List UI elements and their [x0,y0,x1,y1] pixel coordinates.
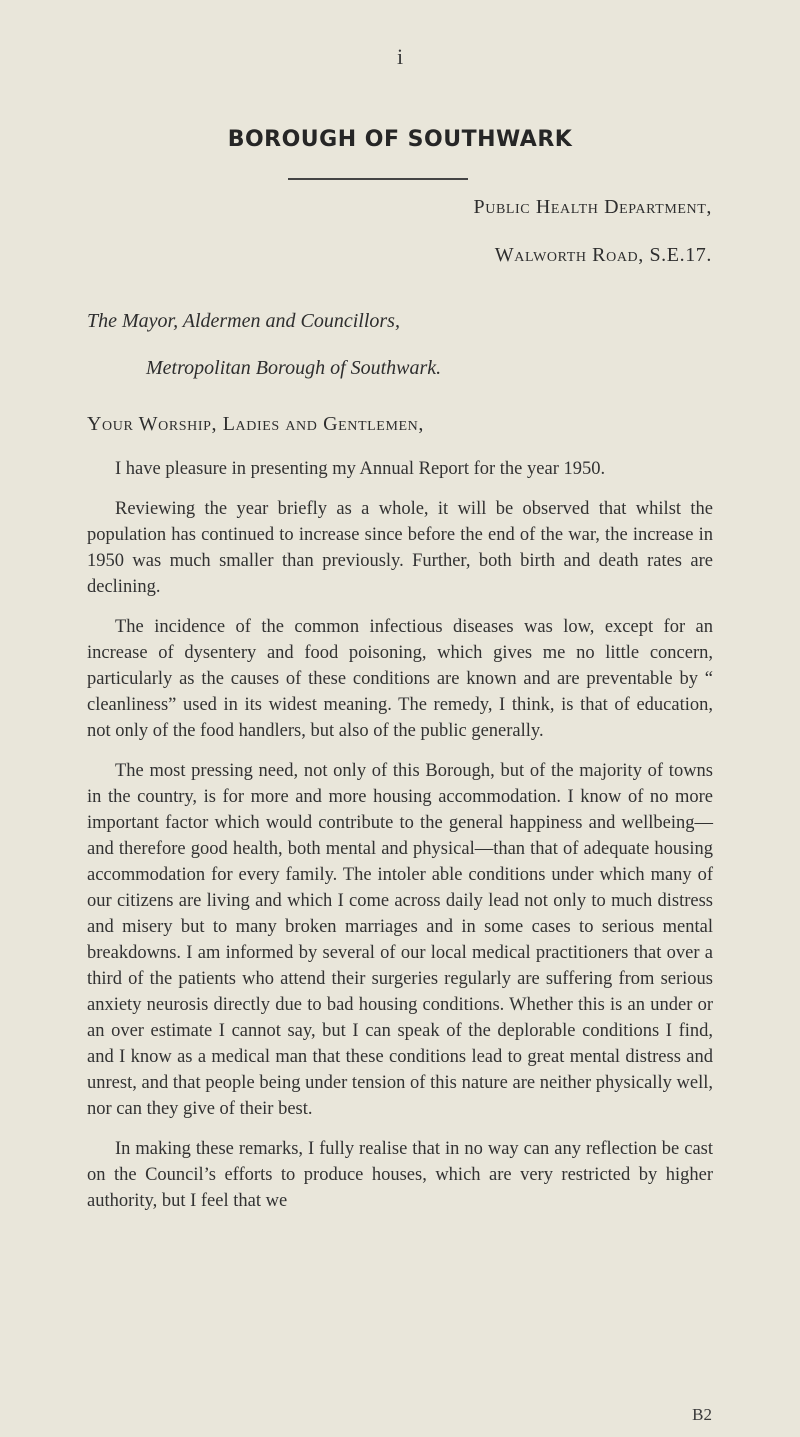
department-address-line-1: Public Health Department, [473,196,712,218]
paragraph-2: Reviewing the year briefly as a whole, it will be observed that whilst the population has continued to increase since before the end of the war, the increase in 1950 was much smaller than previously. Further, both birth and death rates are declining. [87,499,713,597]
page-number: i [396,44,404,69]
recipient-line-1: The Mayor, Aldermen and Councillors, [87,310,400,332]
department-address-line-2: Walworth Road, S.E.17. [494,244,712,266]
recipient-line-2: Metropolitan Borough of Southwark. [146,357,442,379]
page-heading: BOROUGH OF SOUTHWARK [227,127,573,152]
paragraph-4: The most pressing need, not only of this Borough, but of the majority of towns in the country, is for more and more housing accommodation. I know of no more important factor which would contribute to the general happiness and wellbeing—and therefore good health, both mental and physical—than that of adequate housing accommodation for every family. The intoler able conditions under which many of our citizens are living and which I come across daily lead not only to much distress and misery but to many broken marriages and in some cases to serious mental breakdowns. I am informed by several of our local medical practitioners that over a third of the patients who attend their surgeries regularly are suffering from serious anxiety neurosis directly due to bad housing conditions. Whether this is an under or an over estimate I cannot say, but I can speak of the deplorable conditions I find, and I know as a medical man that these conditions lead to great mental distress and unrest, and that people being under tension of this nature are neither physically well, nor can they give of their best. [87,761,713,1119]
paragraph-1: I have pleasure in presenting my Annual Report for the year 1950. [115,459,606,479]
salutation: Your Worship, Ladies and Gentlemen, [87,413,424,435]
signature-mark: B2 [692,1405,712,1424]
heading-rule [288,178,468,180]
report-body [87,456,713,1228]
paragraph-5: In making these remarks, I fully realise that in no way can any reflection be cast on the Council’s efforts to produce houses, which are very restricted by higher authority, but I feel that we [87,1139,713,1211]
paragraph-3: The incidence of the common infectious diseases was low, except for an increase of dysentery and food poisoning, which gives me no little concern, particularly as the causes of these conditions are known and are preventable by “ cleanliness” used in its widest meaning. The remedy, I think, is that of education, not only of the food handlers, but also of the public generally. [87,617,713,741]
